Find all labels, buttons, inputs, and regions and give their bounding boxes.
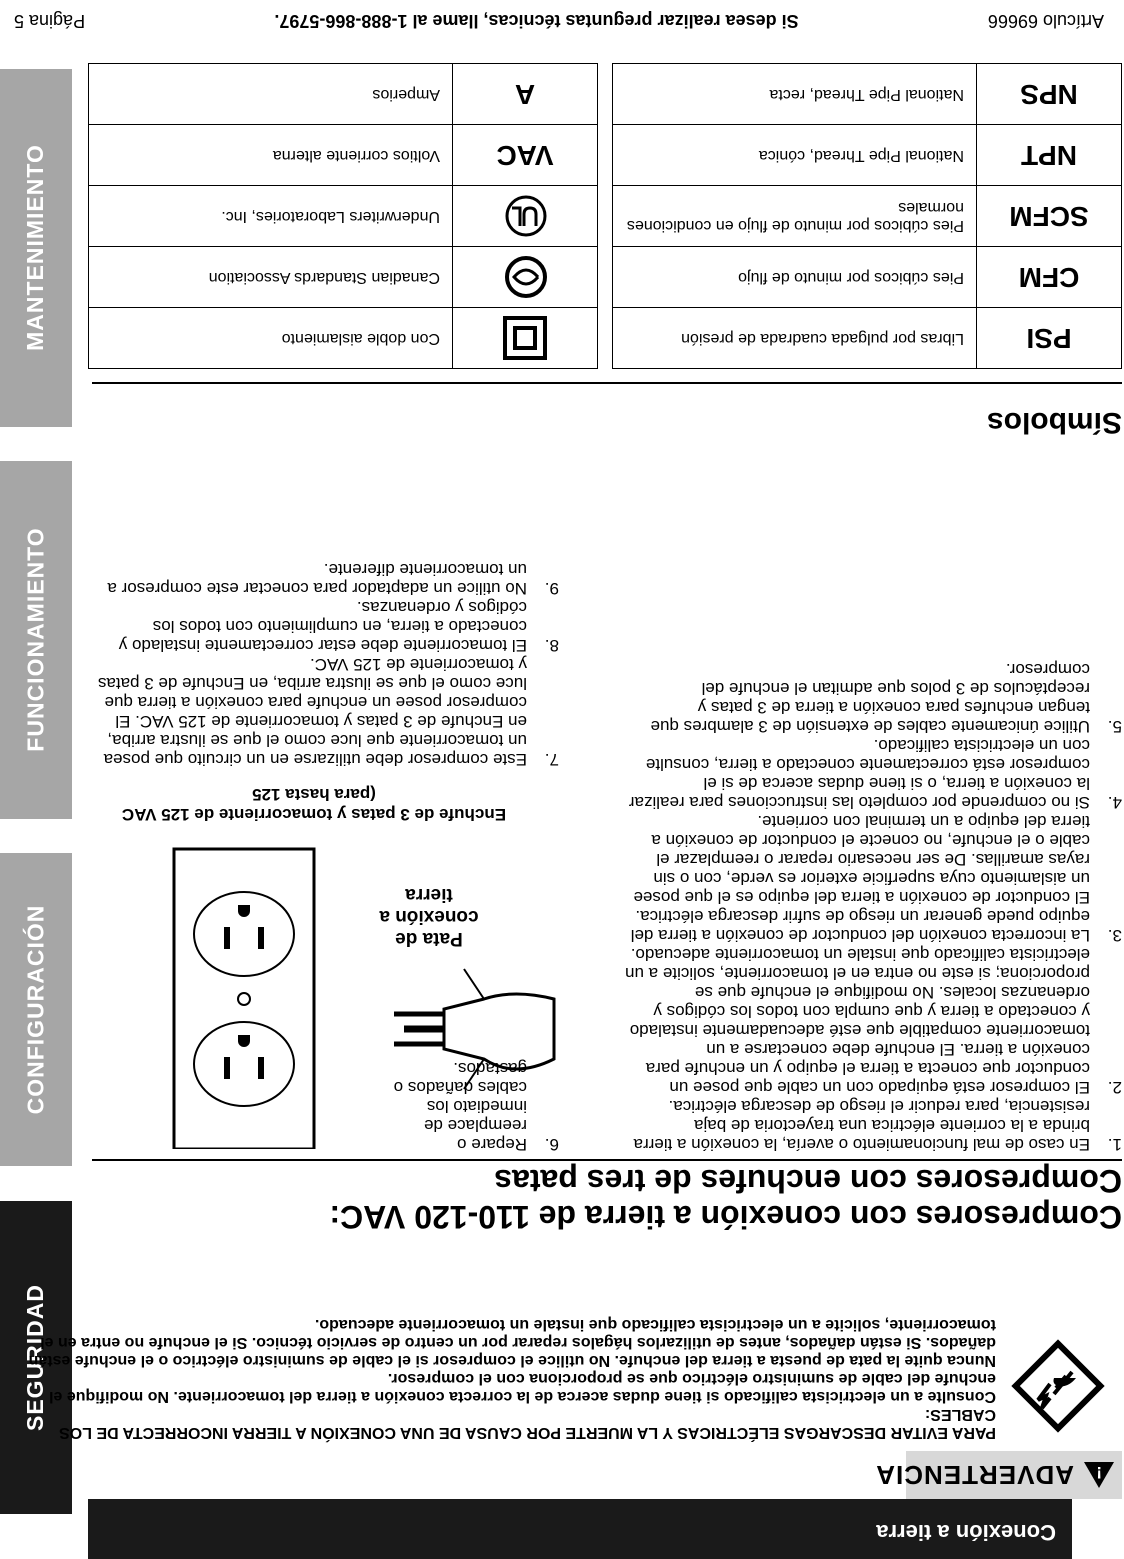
section-rule	[92, 1159, 1122, 1161]
symbol-desc: National Pipe Thread, cónica	[613, 125, 977, 186]
table-row	[613, 64, 1122, 125]
item-number: 2.	[1107, 1078, 1122, 1097]
table-row	[613, 186, 1122, 247]
item-number: 9.	[544, 579, 559, 598]
section-title-line: Compresores con enchufes de tres patas	[494, 1163, 1122, 1199]
warning-line: Nunca quite la pata de puesta a tierra del enchufe. No utilice el compresor si el cable de suministro eléctrico o el enchufe están dañados. Si están dañados, antes de utilizarlos hágalos reparar por un centro de servicio técnico. Si el enchufe no entra en el tomacorriente, solicite a un electricista calificado que instale un tomacorriente adecuado.	[28, 1316, 996, 1369]
symbol-desc: Libras por pulgada cuadrada de presión	[613, 308, 977, 369]
tab-label: SEGURIDAD	[22, 1283, 49, 1432]
item-number: 7.	[544, 750, 559, 769]
item-number: 3.	[1107, 926, 1122, 945]
section-title-line: Compresores con conexión a tierra de 110-120 VAC:	[329, 1199, 1122, 1235]
symbol-desc: Voltios corriente alterna	[89, 125, 453, 186]
symbol-abbr: SCFM	[977, 186, 1122, 247]
item-text: El tomacorriente debe estar correctamente instalado y conectado a tierra, en cumplimiento con todos los códigos y ordenanzas.	[118, 598, 527, 655]
list-right-top	[379, 1059, 559, 1154]
tab-maintenance[interactable]	[0, 69, 72, 427]
double-insulation-icon	[503, 316, 547, 360]
tab-label: CONFIGURACIÓN	[22, 904, 49, 1115]
item-number: 1.	[1107, 1135, 1122, 1154]
symbol-desc: Con doble aislamiento	[89, 308, 453, 369]
list-item	[622, 660, 1122, 736]
warning-badge	[875, 1451, 1122, 1499]
symbol-abbr: NPS	[977, 64, 1122, 125]
symbol-cell	[453, 308, 598, 369]
header-band	[88, 1499, 1072, 1559]
list-item	[94, 655, 559, 769]
symbols-table-left	[612, 63, 1122, 369]
table-row	[89, 125, 598, 186]
table-row	[89, 64, 598, 125]
warning-triangle-icon	[1084, 1462, 1114, 1488]
item-number: 8.	[544, 636, 559, 655]
item-text: Si no comprende por completo las instrucciones para realizar la conexión a tierra, o si tiene dudas acerca de si el compresor está correctamente conectado a tierra, consulte con un electricista calificado.	[628, 736, 1090, 812]
symbol-abbr: PSI	[977, 308, 1122, 369]
item-text: Este compresor debe utilizarse en un circuito que posea un tomacorriente que luce como el que se ilustra arriba, en Enchufe de 3 patas y tomacorriente de 125 VAC. El compresor posee un enchufe para conexión a tierra que luce como el que se ilustra arriba, en Enchufe de 3 patas y tomacorriente de 125 VAC.	[97, 655, 527, 769]
figure-caption: Enchufe de 3 patas y tomacorriente de 125 VAC (para hasta 125	[121, 785, 507, 824]
ul-icon	[500, 194, 550, 238]
item-number: 6.	[544, 1135, 559, 1154]
item-number: 5.	[1107, 717, 1122, 736]
item-text: La incorrecta conexión del conductor de conexión a tierra del equipo puede generar un riesgo de sufrir descarga eléctrica. El conductor de conexión a tierra del equipo es el que posee un aislamiento cuya superficie exterior es verde, con o sin rayas amarillas. De ser necesario reparar o reemplazar el cable o el enchufe, no conecte el conductor de conexión a tierra del equipo a un terminal con corriente.	[630, 812, 1090, 945]
item-text: En caso de mal funcionamiento o avería, la conexión a tierra brinda a la corriente eléctrica una trayectoria de baja resistencia, para reducir el riesgo de descarga eléctrica.	[633, 1097, 1090, 1154]
symbol-desc: Amperios	[89, 64, 453, 125]
section-title	[22, 1163, 1122, 1235]
table-row	[89, 186, 598, 247]
symbol-desc: National Pipe Thread, recta	[613, 64, 977, 125]
symbol-cell	[453, 247, 598, 308]
warning-word: ADVERTENCIA	[875, 1460, 1074, 1491]
page-number: Página 5	[14, 11, 86, 31]
symbol-desc: Canadian Standards Association	[89, 247, 453, 308]
symbol-desc: Pies cúbicos por minuto de flujo en condiciones normales	[613, 186, 977, 247]
list-left	[622, 660, 1122, 1154]
item-text: El compresor está equipado con un cable que posee un conductor que conecta a tierra el equipo y un enchufe para conexión a tierra. El enchufe debe conectarse a un tomacorriente compatible que esté adecuadamente instalado y conectado a tierra y que cumpla con todos los códigos y ordenanzas locales. No modifique el enchufe que se proporciona; si este no entra en el tomacorriente, solicite a un electricista calificado que instale un tomacorriente adecuado.	[625, 945, 1090, 1097]
table-row	[89, 308, 598, 369]
table-row	[613, 125, 1122, 186]
tab-operation[interactable]	[0, 461, 72, 819]
list-item	[379, 1059, 559, 1154]
footer	[14, 10, 1104, 31]
table-row	[89, 247, 598, 308]
article-number: Artículo 69666	[987, 11, 1104, 31]
symbols-title: Símbolos	[986, 406, 1122, 439]
tech-phone: Si desea realizar preguntas técnicas, llame al 1-888-866-5797.	[274, 11, 799, 31]
tab-label: FUNCIONAMIENTO	[22, 527, 49, 753]
page-title: Conexión a tierra	[876, 1520, 1056, 1545]
symbol-cell	[453, 186, 598, 247]
csa-icon	[500, 255, 550, 299]
list-item	[622, 736, 1122, 812]
symbols-rule	[92, 382, 1122, 384]
list-item	[622, 945, 1122, 1097]
list-item	[622, 812, 1122, 945]
list-item	[622, 1097, 1122, 1154]
tab-label: MANTENIMIENTO	[22, 144, 49, 352]
list-item	[94, 598, 559, 655]
table-row	[613, 308, 1122, 369]
warning-text	[6, 1315, 996, 1441]
symbol-desc: Underwriters Laboratories, Inc.	[89, 186, 453, 247]
symbol-desc: Pies cúbicos por minuto de flujo	[613, 247, 977, 308]
electric-shock-icon	[1010, 1338, 1106, 1434]
item-text: Repare o reemplace de inmediato los cables dañados o gastados.	[393, 1059, 527, 1154]
warning-line: PARA EVITAR DESCARGAS ELÉCTRICAS Y LA MUERTE POR CAUSA DE UNA CONEXIÓN A TIERRA INCORRECTA DE LOS CABLES:	[59, 1406, 996, 1441]
list-right	[94, 560, 559, 769]
item-text: No utilice un adaptador para conectar este compresor a un tomacorriente diferente.	[107, 560, 527, 598]
table-row	[613, 247, 1122, 308]
symbol-abbr: NPT	[977, 125, 1122, 186]
symbol-text: A	[453, 64, 598, 125]
item-number: 4.	[1107, 793, 1122, 812]
item-text: Utilice únicamente cables de extensión de 3 alambres que tengan enchufes para conexión a tierra de 3 patas y receptáculos de 3 polos que admitan el enchufe del compresor.	[650, 660, 1090, 736]
symbols-table-right	[88, 63, 598, 369]
warning-line: Consulte a un electricista calificado si tiene dudas acerca de la correcta conexión a tierra del tomacorriente. No modifique el enchufe del cable de suministro eléctrico que se proporciona con el compresor.	[49, 1370, 996, 1405]
list-item	[94, 560, 559, 598]
tab-setup[interactable]	[0, 853, 72, 1166]
outlet-figure	[94, 829, 354, 1149]
symbol-abbr: CFM	[977, 247, 1122, 308]
figure-label: Pata de conexión a tierra	[379, 884, 479, 949]
symbol-text: VAC	[453, 125, 598, 186]
